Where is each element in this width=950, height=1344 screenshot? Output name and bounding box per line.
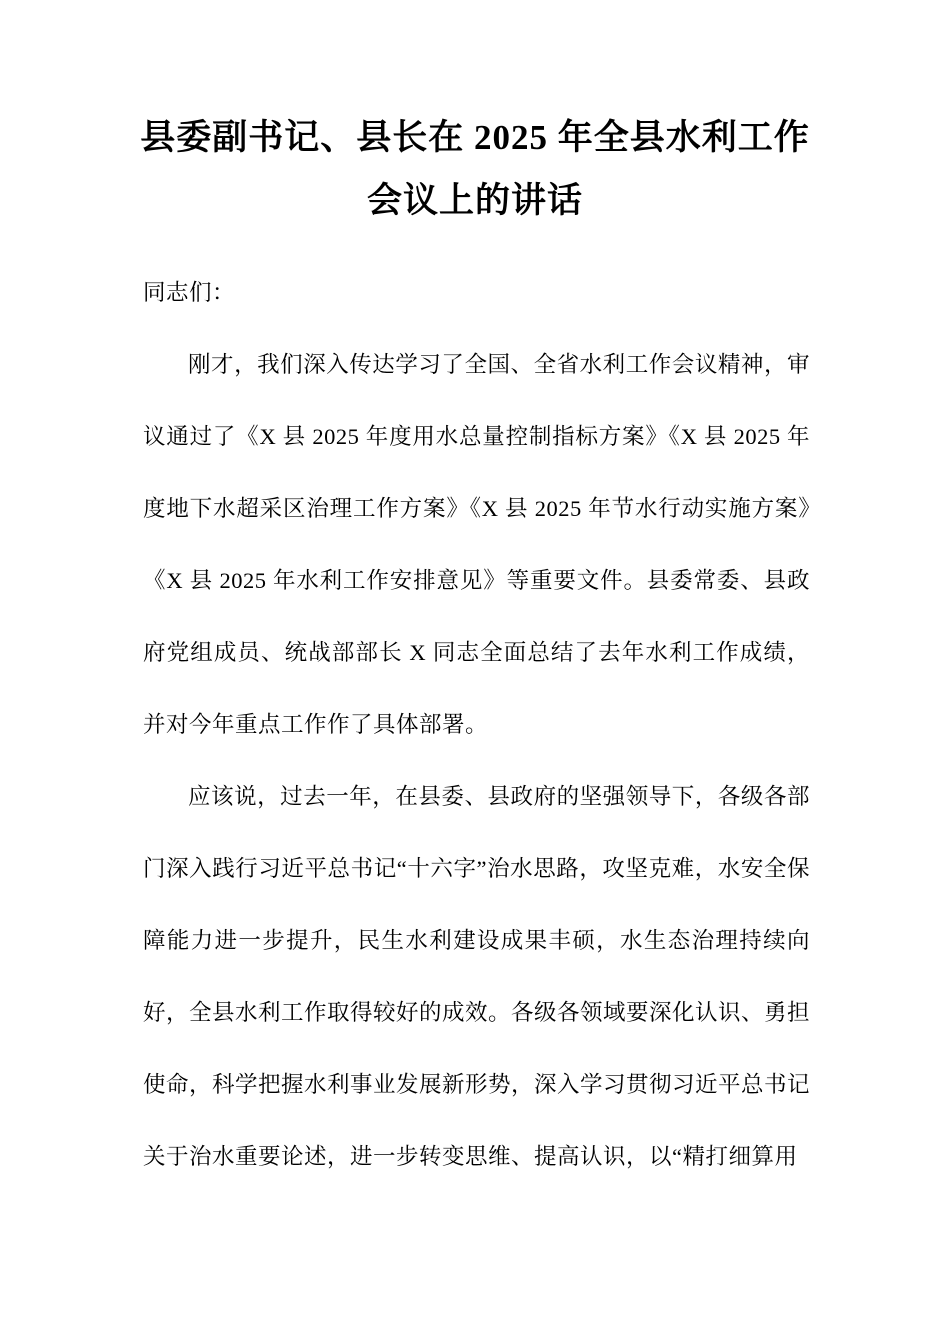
paragraph-2: 应该说，过去一年，在县委、县政府的坚强领导下，各级各部门深入践行习近平总书记“十六字”治水思路，攻坚克难，水安全保障能力进一步提升，民生水利建设成果丰硕，水生态治理持续向好，全县水利工作取得较好的成效。各级各领域要深化认识、勇担使命，科学把握水利事业发展新形势，深入学习贯彻习近平总书记关于治水重要论述，进一步转变思维、提高认识，以“精打细算用 [143,784,811,1169]
paragraph-1: 刚才，我们深入传达学习了全国、全省水利工作会议精神，审议通过了《X 县 2025 年度用水总量控制指标方案》《X 县 2025 年度地下水超采区治理工作方案》《X 县 2025 年节水行动实施方案》《X 县 2025 年水利工作安排意见》等重要文件。县委常委、县政府党组成员、统战部部长 X 同志全面总结了去年水利工作成绩，并对今年重点工作作了具体部署。 [143,352,810,737]
document-title [0,0,950,232]
document-body [143,257,810,1193]
title-line-1: 县委副书记、县长在 2025 年全县水利工作 [140,118,810,157]
title-line-2: 会议上的讲话 [366,181,583,220]
salutation-line: 同志们： [143,280,236,305]
